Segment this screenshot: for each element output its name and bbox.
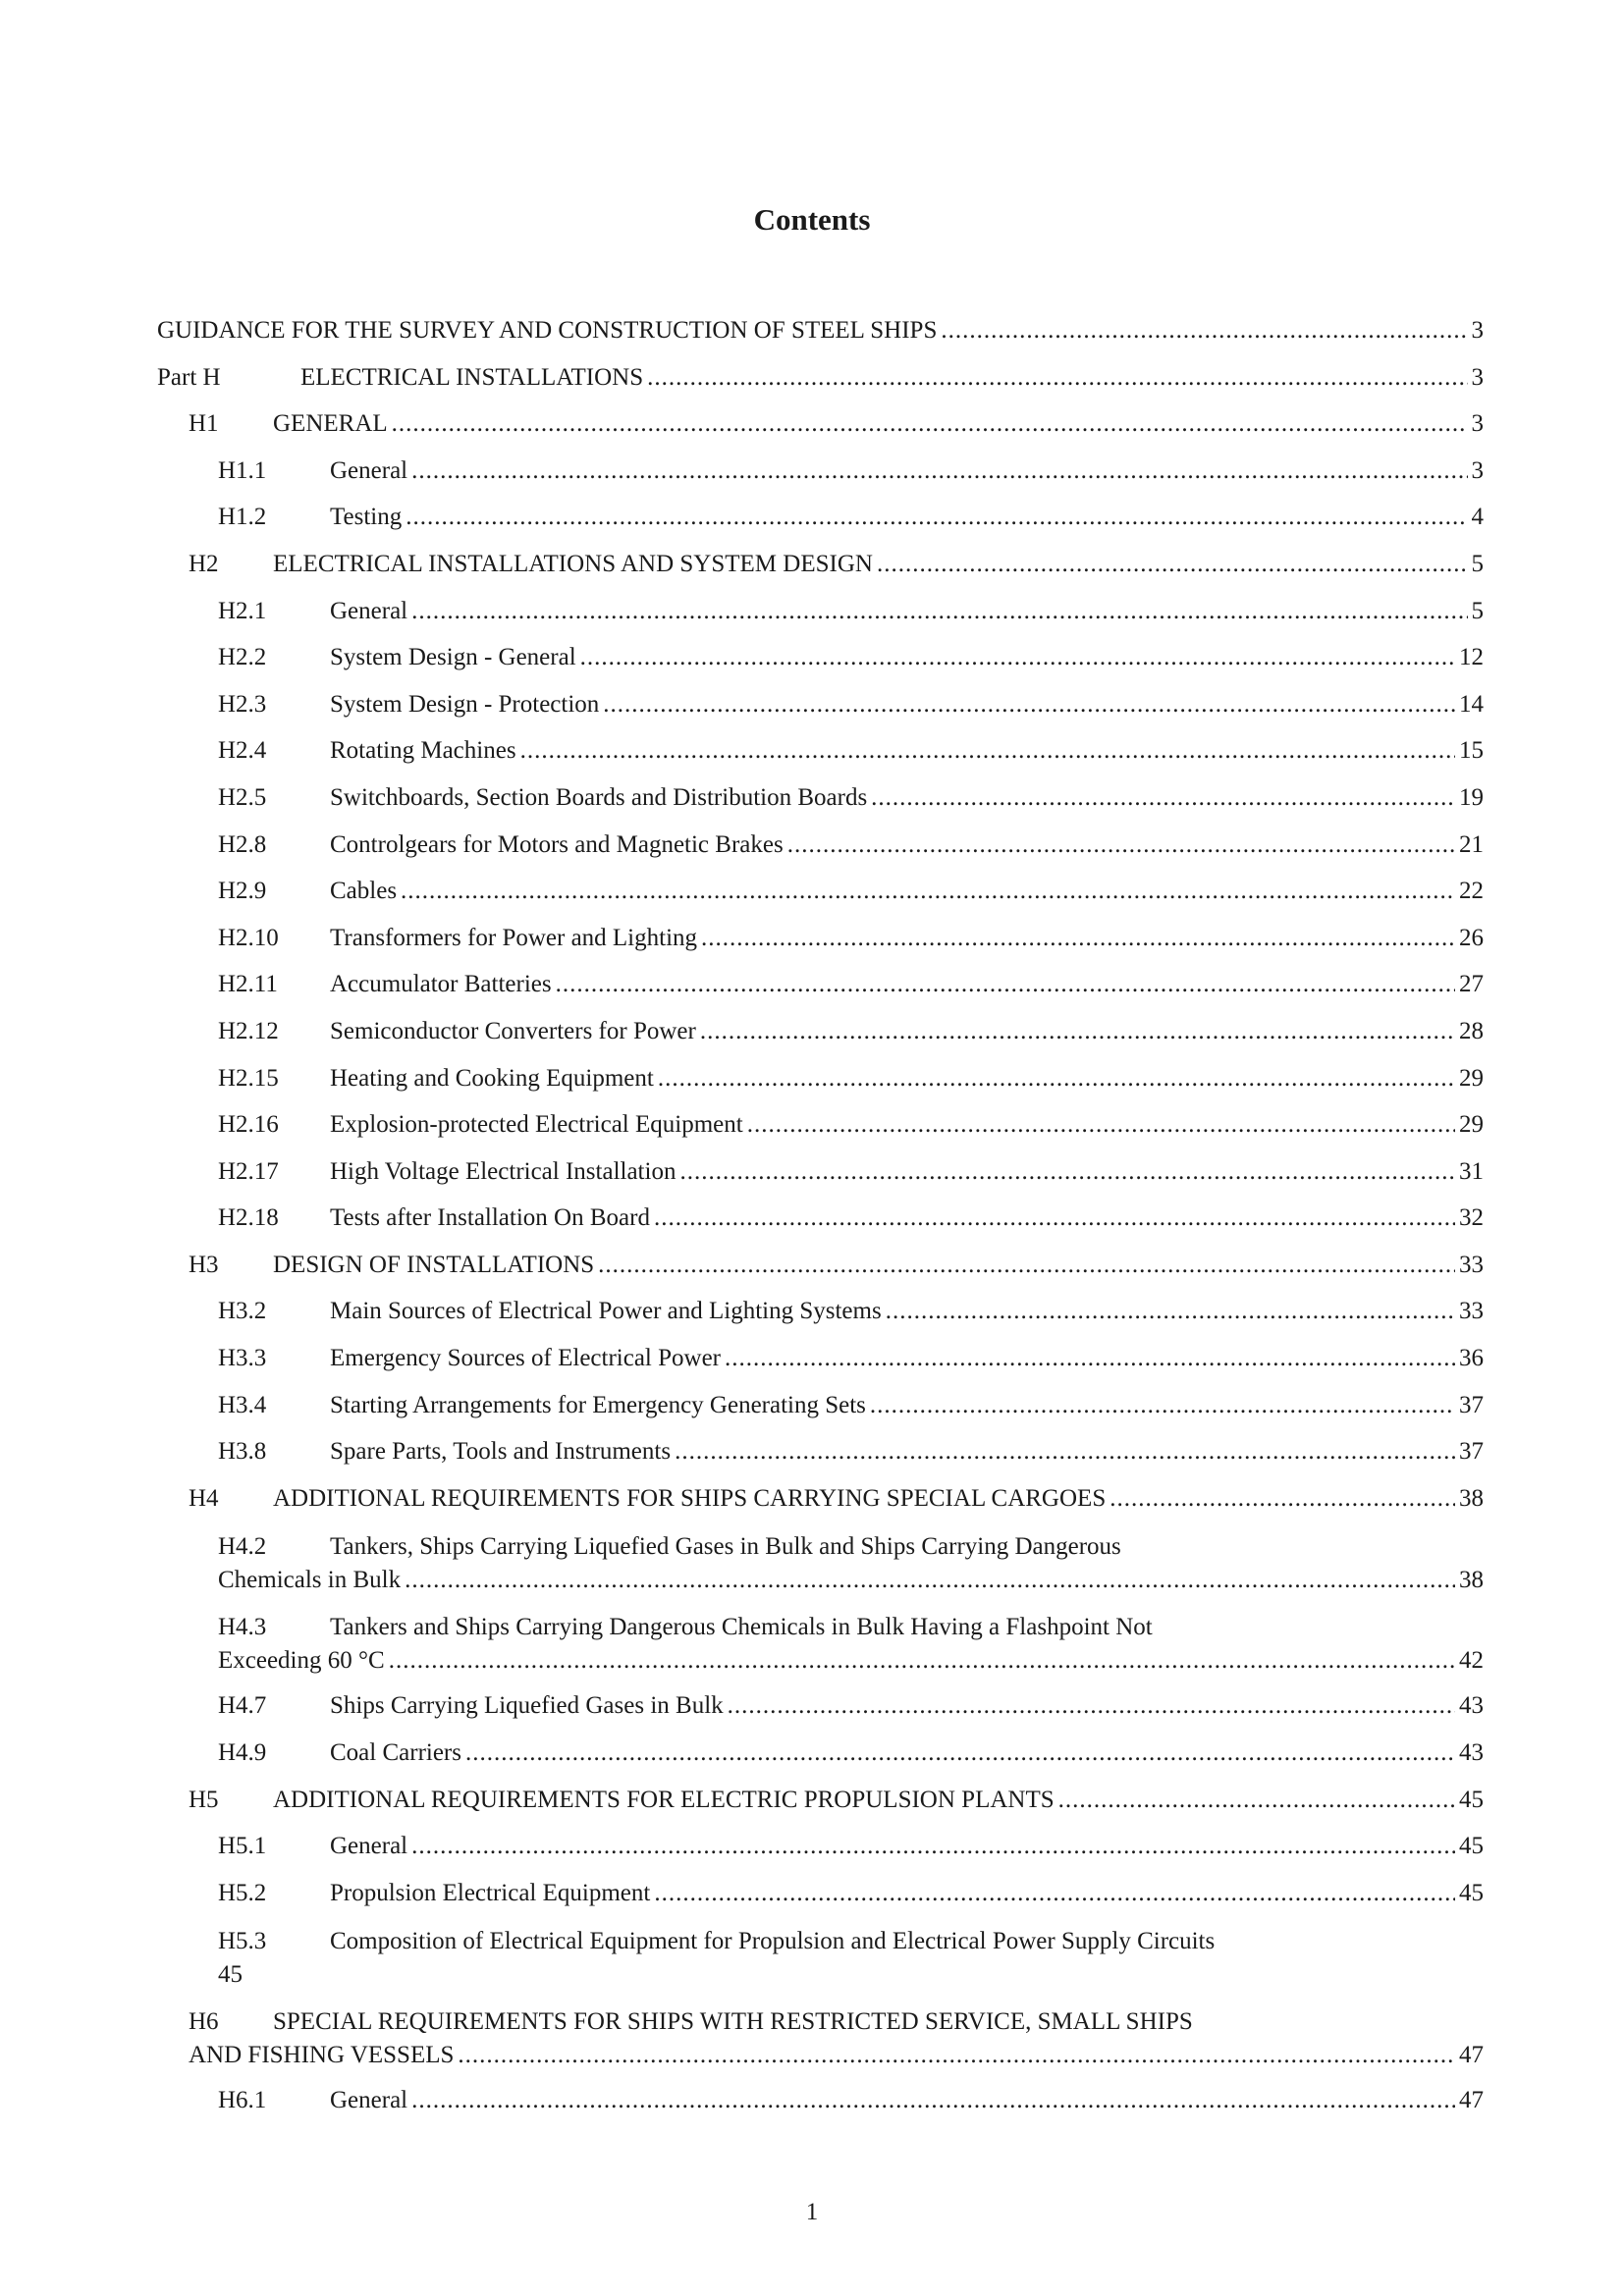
toc-dot-leader (603, 690, 1455, 720)
toc-entry-number: H3.2 (218, 1298, 267, 1325)
toc-dot-leader (1110, 1484, 1455, 1514)
toc-entry[interactable] (157, 783, 1484, 830)
toc-entry-page: 3 (1471, 410, 1484, 438)
toc-dot-leader (520, 736, 1455, 766)
toc-entry[interactable] (157, 1391, 1484, 1438)
toc-entry[interactable] (157, 736, 1484, 783)
toc-entry[interactable] (157, 1203, 1484, 1251)
page-title: Contents (753, 202, 871, 237)
toc-entry[interactable] (157, 1297, 1484, 1344)
toc-dot-leader (787, 830, 1455, 860)
toc-entry[interactable] (157, 2005, 1484, 2086)
toc-entry-page: 31 (1459, 1157, 1484, 1185)
toc-dot-leader (411, 2086, 1455, 2115)
toc-entry-page: 3 (1471, 456, 1484, 484)
toc-entry-page: 43 (1459, 1692, 1484, 1720)
toc-entry-page: 15 (1459, 737, 1484, 765)
toc-entry[interactable] (157, 1832, 1484, 1879)
toc-entry-title: ELECTRICAL INSTALLATIONS AND SYSTEM DESIGN (273, 550, 873, 577)
page-number: 1 (805, 2199, 819, 2225)
toc-entry-title: Controlgears for Motors and Magnetic Brakes (330, 830, 784, 858)
toc-entry-title: System Design - General (330, 644, 576, 671)
toc-dot-leader (389, 1644, 1455, 1678)
toc-entry[interactable] (157, 1925, 1484, 2005)
toc-entry-title: Spare Parts, Tools and Instruments (330, 1438, 672, 1466)
toc-entry-number: H1 (189, 410, 219, 438)
toc-entry-number: H5.2 (218, 1879, 267, 1906)
toc-entry-number: H5 (189, 1786, 219, 1813)
toc-entry-number: H3 (189, 1251, 219, 1278)
toc-entry-title: General (330, 2087, 408, 2114)
toc-entry-page: 3 (1471, 317, 1484, 344)
toc-entry-title: Semiconductor Converters for Power (330, 1017, 696, 1044)
toc-entry-title-continued: Chemicals in Bulk (218, 1567, 402, 1594)
toc-dot-leader (870, 1391, 1455, 1420)
toc-dot-leader (701, 924, 1455, 953)
toc-entry-title: Cables (330, 878, 398, 905)
toc-entry[interactable] (157, 1691, 1484, 1738)
toc-entry-title: Main Sources of Electrical Power and Lighting Systems (330, 1298, 882, 1325)
toc-entry-page: 36 (1459, 1345, 1484, 1372)
toc-dot-leader (658, 1064, 1455, 1094)
toc-entry-page: 37 (1459, 1438, 1484, 1466)
table-of-contents (157, 316, 1484, 2133)
toc-entry-page: 38 (1459, 1567, 1484, 1594)
toc-dot-leader (580, 643, 1455, 672)
toc-entry[interactable] (157, 1110, 1484, 1157)
toc-entry-title: Composition of Electrical Equipment for Propulsion and Electrical Power Supply Circuits (330, 1928, 1216, 1955)
toc-entry-number: H4 (189, 1484, 219, 1512)
toc-entry-number: H4.3 (218, 1614, 267, 1641)
toc-entry-title: Tests after Installation On Board (330, 1204, 650, 1232)
toc-entry-number: H6 (189, 2008, 219, 2036)
toc-entry-title: DESIGN OF INSTALLATIONS (273, 1251, 595, 1278)
toc-entry-page: 5 (1471, 597, 1484, 624)
toc-entry-title-continued: 45 (218, 1961, 243, 1989)
toc-entry[interactable] (157, 597, 1484, 644)
toc-entry-number: H2.15 (218, 1064, 279, 1092)
toc-dot-leader (747, 1110, 1455, 1140)
toc-entry-number: H2.1 (218, 597, 267, 624)
toc-entry-line (218, 1644, 1484, 1678)
toc-dot-leader (679, 1157, 1455, 1187)
toc-entry[interactable] (157, 503, 1484, 550)
toc-entry-page: 12 (1459, 644, 1484, 671)
toc-entry-line (218, 1530, 1484, 1564)
toc-entry-title: High Voltage Electrical Installation (330, 1157, 677, 1185)
toc-dot-leader (700, 1017, 1455, 1046)
toc-entry-title: ADDITIONAL REQUIREMENTS FOR SHIPS CARRYING SPECIAL CARGOES (273, 1484, 1107, 1512)
toc-entry[interactable] (157, 1879, 1484, 1926)
toc-entry[interactable] (157, 363, 1484, 410)
toc-dot-leader (598, 1251, 1455, 1280)
toc-entry-page: 26 (1459, 924, 1484, 951)
toc-entry[interactable] (157, 1344, 1484, 1391)
toc-entry[interactable] (157, 1437, 1484, 1484)
toc-entry-page: 47 (1459, 2087, 1484, 2114)
toc-entry-title: System Design - Protection (330, 690, 600, 718)
toc-entry-page: 33 (1459, 1298, 1484, 1325)
toc-entry-title: Heating and Cooking Equipment (330, 1064, 654, 1092)
toc-entry-page: 33 (1459, 1251, 1484, 1278)
toc-entry-number: H2 (189, 550, 219, 577)
toc-entry-number: H2.3 (218, 690, 267, 718)
toc-entry-number: H6.1 (218, 2087, 267, 2114)
toc-entry-number: H2.18 (218, 1204, 279, 1232)
toc-entry[interactable] (157, 877, 1484, 924)
toc-entry-page: 4 (1471, 504, 1484, 531)
toc-entry-page: 28 (1459, 1017, 1484, 1044)
toc-dot-leader (941, 316, 1467, 346)
toc-entry-line (189, 2039, 1484, 2072)
toc-dot-leader (465, 1738, 1455, 1768)
toc-entry-number: H2.11 (218, 971, 278, 998)
toc-entry-page: 43 (1459, 1739, 1484, 1767)
toc-entry-line (218, 1925, 1484, 1958)
toc-entry[interactable] (157, 830, 1484, 878)
toc-dot-leader (647, 363, 1467, 393)
toc-entry-title: Explosion-protected Electrical Equipment (330, 1111, 743, 1139)
toc-entry-number: H2.9 (218, 878, 267, 905)
toc-entry-page: 22 (1459, 878, 1484, 905)
toc-entry[interactable] (157, 550, 1484, 597)
toc-entry-page: 37 (1459, 1391, 1484, 1418)
toc-entry[interactable] (157, 316, 1484, 363)
toc-dot-leader (728, 1691, 1455, 1721)
toc-dot-leader (675, 1437, 1455, 1467)
toc-entry-title: Tankers, Ships Carrying Liquefied Gases in Bulk and Ships Carrying Dangerous (330, 1533, 1121, 1561)
toc-entry-title: Tankers and Ships Carrying Dangerous Chemicals in Bulk Having a Flashpoint Not (330, 1614, 1153, 1641)
toc-entry-page: 19 (1459, 783, 1484, 811)
toc-entry-number: H3.3 (218, 1345, 267, 1372)
toc-entry-number: H4.7 (218, 1692, 267, 1720)
toc-entry-line (218, 1611, 1484, 1644)
toc-entry-number: H3.8 (218, 1438, 267, 1466)
toc-dot-leader (411, 597, 1467, 626)
toc-entry-page: 29 (1459, 1064, 1484, 1092)
toc-entry-page: 14 (1459, 690, 1484, 718)
toc-entry-title: ADDITIONAL REQUIREMENTS FOR ELECTRIC PROPULSION PLANTS (273, 1786, 1055, 1813)
toc-dot-leader (654, 1879, 1455, 1908)
toc-entry-page: 32 (1459, 1204, 1484, 1232)
toc-entry[interactable] (157, 1484, 1484, 1531)
toc-entry-title: General (330, 1833, 408, 1860)
toc-entry-page: 3 (1471, 363, 1484, 391)
toc-entry-number: H2.10 (218, 924, 279, 951)
toc-entry-title: General (330, 597, 408, 624)
toc-entry-number: H2.12 (218, 1017, 279, 1044)
toc-entry-title: Switchboards, Section Boards and Distribution Boards (330, 783, 868, 811)
toc-dot-leader (1058, 1786, 1455, 1815)
toc-entry-number: H1.1 (218, 456, 267, 484)
toc-entry[interactable] (157, 1738, 1484, 1786)
toc-dot-leader (871, 783, 1455, 813)
toc-entry-page: 42 (1459, 1647, 1484, 1675)
toc-entry-number: H3.4 (218, 1391, 267, 1418)
toc-entry[interactable] (157, 643, 1484, 690)
toc-entry-title: ELECTRICAL INSTALLATIONS (300, 363, 644, 391)
toc-entry-number: H2.8 (218, 830, 267, 858)
toc-entry[interactable] (157, 1251, 1484, 1298)
toc-entry-page: 21 (1459, 830, 1484, 858)
toc-entry[interactable] (157, 970, 1484, 1017)
toc-entry-page: 47 (1459, 2042, 1484, 2069)
toc-dot-leader (654, 1203, 1455, 1233)
toc-entry-line (218, 1958, 1484, 1992)
toc-entry-number: H2.17 (218, 1157, 279, 1185)
toc-entry-title-continued: Exceeding 60 °C (218, 1647, 385, 1675)
toc-entry-page: 45 (1459, 1879, 1484, 1906)
toc-dot-leader (392, 409, 1468, 439)
toc-dot-leader (411, 1832, 1455, 1861)
toc-entry-title: General (330, 456, 408, 484)
toc-dot-leader (458, 2039, 1455, 2072)
toc-entry[interactable] (157, 690, 1484, 737)
toc-entry-line (189, 2005, 1484, 2039)
toc-entry-page: 38 (1459, 1484, 1484, 1512)
toc-entry[interactable] (157, 1157, 1484, 1204)
toc-entry-number: H2.2 (218, 644, 267, 671)
toc-entry-title: Rotating Machines (330, 737, 516, 765)
toc-entry-title: Transformers for Power and Lighting (330, 924, 698, 951)
toc-entry-title: Starting Arrangements for Emergency Generating Sets (330, 1391, 866, 1418)
toc-entry-title: Ships Carrying Liquefied Gases in Bulk (330, 1692, 724, 1720)
toc-dot-leader (886, 1297, 1455, 1326)
toc-entry-number: H2.4 (218, 737, 267, 765)
toc-entry-number: H1.2 (218, 504, 267, 531)
toc-dot-leader (411, 456, 1467, 486)
toc-entry-title: GENERAL (273, 410, 388, 438)
toc-entry[interactable] (157, 1786, 1484, 1833)
toc-entry[interactable] (157, 1017, 1484, 1064)
toc-dot-leader (401, 877, 1455, 906)
toc-dot-leader (877, 550, 1468, 579)
toc-entry-title: Emergency Sources of Electrical Power (330, 1345, 721, 1372)
toc-entry-number: H5.1 (218, 1833, 267, 1860)
toc-entry[interactable] (157, 2086, 1484, 2133)
toc-entry-page: 45 (1459, 1786, 1484, 1813)
toc-entry-title: Accumulator Batteries (330, 971, 552, 998)
toc-entry[interactable] (157, 1064, 1484, 1111)
toc-entry-page: 45 (1459, 1833, 1484, 1860)
toc-entry-title: Coal Carriers (330, 1739, 461, 1767)
toc-entry-title: Testing (330, 504, 403, 531)
toc-entry-page: 27 (1459, 971, 1484, 998)
toc-entry[interactable] (157, 456, 1484, 504)
toc-dot-leader (405, 1564, 1455, 1597)
toc-entry[interactable] (157, 924, 1484, 971)
toc-entry-number: H2.16 (218, 1111, 279, 1139)
toc-entry-number: H4.9 (218, 1739, 267, 1767)
toc-entry[interactable] (157, 1611, 1484, 1691)
toc-entry-page: 29 (1459, 1111, 1484, 1139)
toc-entry[interactable] (157, 409, 1484, 456)
toc-entry-title: Propulsion Electrical Equipment (330, 1879, 651, 1906)
toc-entry-title: GUIDANCE FOR THE SURVEY AND CONSTRUCTION OF STEEL SHIPS (157, 317, 938, 344)
toc-entry-page: 5 (1471, 550, 1484, 577)
toc-entry-number: H5.3 (218, 1928, 267, 1955)
toc-entry-number: H4.2 (218, 1533, 267, 1561)
toc-entry-line (218, 1564, 1484, 1597)
toc-entry-number: Part H (157, 363, 221, 391)
toc-dot-leader (556, 970, 1455, 999)
toc-entry-number: H2.5 (218, 783, 267, 811)
toc-entry-title-continued: AND FISHING VESSELS (189, 2042, 455, 2069)
toc-entry-title: SPECIAL REQUIREMENTS FOR SHIPS WITH RESTRICTED SERVICE, SMALL SHIPS (273, 2008, 1193, 2036)
toc-entry[interactable] (157, 1530, 1484, 1611)
toc-dot-leader (406, 503, 1467, 532)
toc-dot-leader (725, 1344, 1455, 1373)
